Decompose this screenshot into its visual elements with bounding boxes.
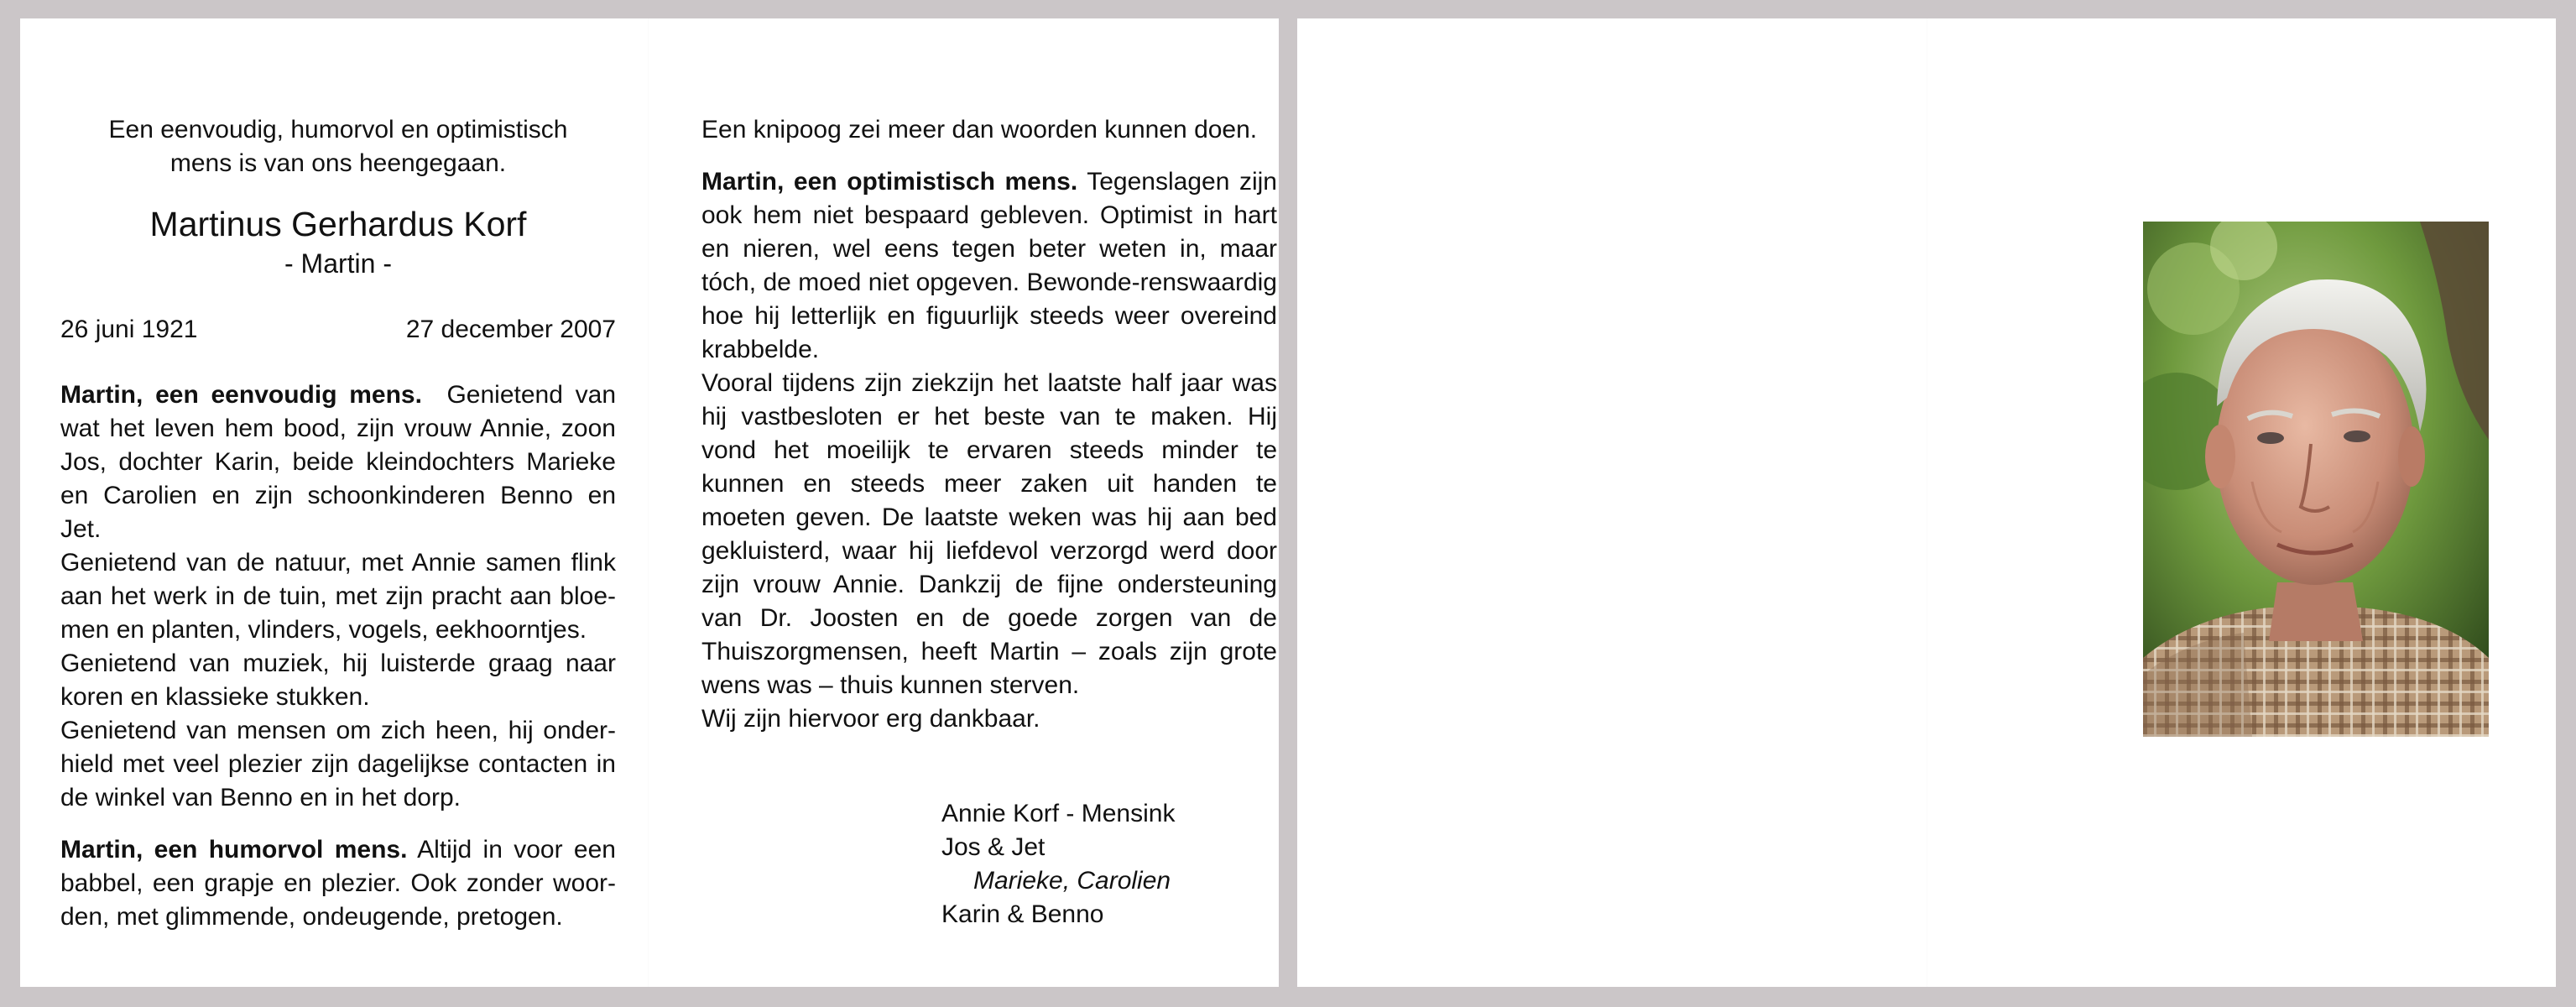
section-humorous-text: Altijd in voor een babbel, een grapje en plezier. Ook zonder woor-den, met glimmende, ondeugende, pretogen. — [60, 836, 616, 931]
deceased-nickname: - Martin - — [284, 248, 392, 279]
portrait-photo — [2143, 222, 2489, 737]
right-column — [701, 94, 1277, 736]
section-simple-music: Genietend van muziek, hij luisterde graag naar koren en klassieke stukken. — [60, 650, 616, 711]
section-optimistic-heading: Martin, een optimistisch mens. — [701, 168, 1078, 196]
intro-line-1: Een eenvoudig, humorvol en optimistisch — [108, 116, 568, 143]
card-fold-line — [1927, 18, 1928, 987]
signature-line-1: Annie Korf - Mensink — [941, 800, 1176, 827]
section-optimistic — [701, 165, 1277, 367]
death-date: 27 december 2007 — [405, 316, 616, 343]
section-simple-heading: Martin, een eenvoudig mens. — [60, 381, 422, 409]
intro-line-2: mens is van ons heengegaan. — [169, 149, 507, 177]
signature-line-2: Jos & Jet — [941, 833, 1046, 861]
section-optimistic-illness: Vooral tijdens zijn ziekzijn het laatste half jaar was hij vastbesloten er het beste van te maken. Hij vond het moeilijk te ervaren steeds minder te kunnen en steeds meer zaken uit handen te moeten geven. De laatste weken was hij aan bed gekluisterd, waar hij liefdevol verzorgd werd door zijn vrouw Annie. Dankzij de fijne ondersteuning van Dr. Joosten en de goede zorgen van de Thuiszorgmensen, heeft Martin – zoals zijn grote wens was – thuis kunnen sterven. — [701, 369, 1277, 699]
life-dates — [60, 313, 616, 347]
section-humorous-heading: Martin, een humorvol mens. — [60, 836, 408, 864]
birth-date: 26 juni 1921 — [60, 316, 198, 343]
section-humorous — [60, 833, 616, 934]
wink-text: Een knipoog zei meer dan woorden kunnen doen. — [701, 116, 1258, 143]
section-simple — [60, 378, 616, 546]
section-simple-nature: Genietend van de natuur, met Annie samen flink aan het werk in de tuin, met zijn pracht aan bloe-men en planten, vlinders, vogels, eekhoorntjes. — [60, 549, 616, 644]
deceased-name: Martinus Gerhardus Korf — [149, 205, 527, 243]
left-column — [60, 94, 616, 934]
signatures — [941, 797, 1175, 931]
thanks-text: Wij zijn hiervoor erg dankbaar. — [701, 705, 1040, 733]
card-outer-spread — [1297, 18, 2556, 987]
signature-line-3: Marieke, Carolien — [973, 867, 1171, 895]
intro-text — [60, 113, 616, 180]
section-optimistic-text: Tegenslagen zijn ook hem niet bespaard gebleven. Optimist in hart en nieren, wel eens tegen beter weten in, maar tóch, de moed niet opgeven. Bewonde-renswaardig hoe hij letterlijk en figuurlijk steeds weer overeind krabbelde. — [701, 168, 1277, 363]
card-inner-spread — [20, 18, 1279, 987]
section-simple-text: Genietend van wat het leven hem bood, zijn vrouw Annie, zoon Jos, dochter Karin, beide kleindochters Marieke en Carolien en zijn schoonkinderen Benno en Jet. — [60, 381, 617, 543]
signature-line-4: Karin & Benno — [941, 900, 1104, 928]
card-fold-line — [648, 18, 649, 987]
section-simple-people: Genietend van mensen om zich heen, hij onder-hield met veel plezier zijn dagelijkse contacten in de winkel van Benno en in het dorp. — [60, 717, 616, 811]
